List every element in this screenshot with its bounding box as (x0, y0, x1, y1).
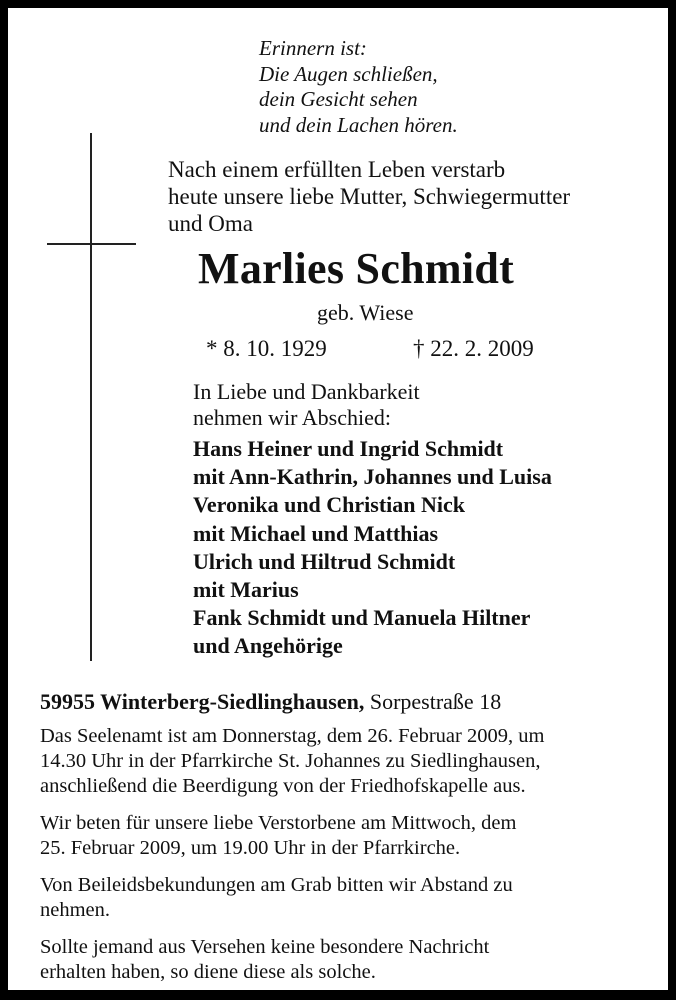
intro-line: Nach einem erfüllten Leben verstarb (168, 157, 506, 182)
paragraph-service (40, 724, 544, 799)
poem (259, 36, 458, 138)
family-member: mit Ann-Kathrin, Johannes und Luisa (193, 464, 552, 490)
address (40, 688, 501, 716)
thanks-line: In Liebe und Dankbarkeit (193, 379, 420, 404)
paragraph-line: anschließend die Beerdigung von der Friedhofskapelle aus. (40, 775, 526, 797)
poem-line: und dein Lachen hören. (259, 112, 458, 137)
birth-star-icon: * (206, 336, 218, 361)
intro-line: und Oma (168, 211, 253, 236)
paragraph-line: Sollte jemand aus Versehen keine besondere Nachricht (40, 936, 490, 958)
birth-date-line (206, 335, 327, 363)
family-member: mit Marius (193, 577, 299, 603)
maiden-name: geb. Wiese (317, 300, 414, 325)
cross-icon-vertical (90, 133, 92, 661)
paragraph-line: Das Seelenamt ist am Donnerstag, dem 26. Februar 2009, um (40, 725, 545, 747)
paragraph-line: nehmen. (40, 899, 111, 921)
cross-icon-horizontal (47, 243, 136, 245)
paragraph-line: erhalten haben, so diene diese als solche. (40, 961, 376, 983)
family-member: Hans Heiner und Ingrid Schmidt (193, 436, 504, 461)
paragraph-condolences (40, 873, 513, 923)
intro-text (168, 156, 570, 237)
family-member: mit Michael und Matthias (193, 520, 439, 546)
deceased-name: Marlies Schmidt (198, 244, 515, 293)
family-member: Ulrich und Hiltrud Schmidt (193, 548, 456, 574)
thanks-text (193, 379, 420, 431)
poem-line: Erinnern ist: (259, 36, 367, 60)
intro-line: heute unsere liebe Mutter, Schwiegermutter (168, 184, 571, 209)
paragraph-prayer (40, 811, 516, 861)
family-member: Fank Schmidt und Manuela Hiltner (193, 605, 531, 631)
paragraph-line: 25. Februar 2009, um 19.00 Uhr in der Pfarrkirche. (40, 837, 461, 859)
paragraph-line: 14.30 Uhr in der Pfarrkirche St. Johannes zu Siedlinghausen, (40, 750, 541, 772)
death-date: 22. 2. 2009 (430, 336, 534, 361)
address-city: 59955 Winterberg-Siedlinghausen, (40, 689, 365, 714)
family-list (193, 435, 552, 661)
paragraph-notice (40, 935, 489, 985)
death-dagger-icon: † (413, 336, 425, 361)
paragraph-line: Wir beten für unsere liebe Verstorbene am Mittwoch, dem (40, 812, 517, 834)
birth-date: 8. 10. 1929 (223, 336, 327, 361)
family-member: Veronika und Christian Nick (193, 492, 466, 518)
paragraph-line: Von Beileidsbekundungen am Grab bitten wir Abstand zu (40, 874, 513, 896)
poem-line: Die Augen schließen, (259, 61, 438, 86)
address-street: Sorpestraße 18 (369, 689, 502, 714)
death-date-line (413, 335, 534, 363)
obituary-card (8, 8, 668, 990)
thanks-line: nehmen wir Abschied: (193, 405, 391, 430)
family-member: und Angehörige (193, 633, 343, 659)
poem-line: dein Gesicht sehen (259, 87, 418, 111)
